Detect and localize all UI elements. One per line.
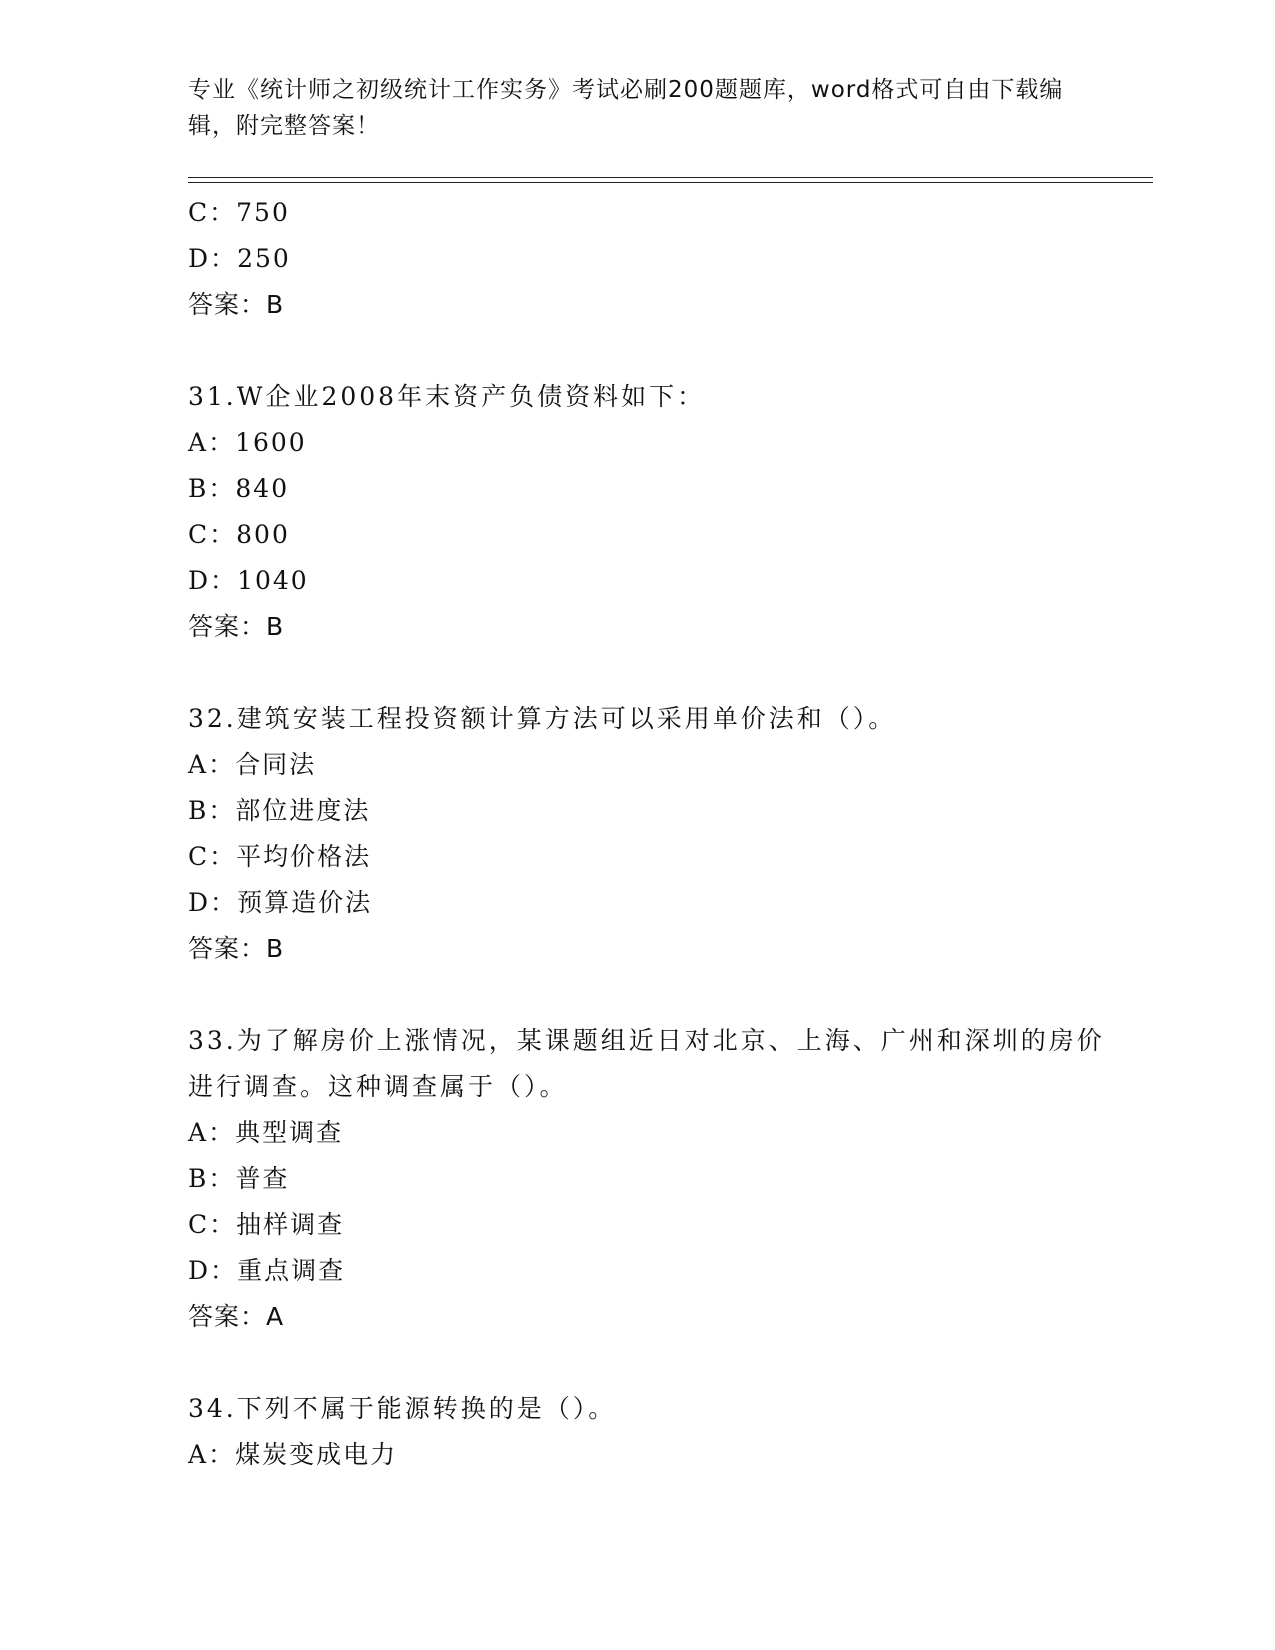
option-text: 800 — [236, 520, 290, 549]
header-divider-top — [188, 177, 1153, 178]
option-line — [188, 1202, 1108, 1248]
option-separator: ： — [208, 428, 236, 457]
option-separator: ： — [209, 198, 237, 227]
option-text: 普查 — [235, 1164, 290, 1193]
option-text: 抽样调查 — [236, 1210, 345, 1239]
option-separator: ： — [208, 1164, 236, 1193]
option-separator: ： — [210, 1256, 238, 1285]
option-line — [188, 880, 1108, 926]
option-line — [188, 466, 1108, 512]
option-line — [188, 420, 1108, 466]
option-letter: D — [188, 566, 211, 595]
option-letter: C — [188, 1210, 210, 1239]
option-text: 1600 — [235, 428, 307, 457]
option-letter: A — [188, 1118, 209, 1147]
option-separator: ： — [208, 796, 236, 825]
question-list — [188, 190, 1108, 1478]
option-line — [188, 1156, 1108, 1202]
option-text: 750 — [236, 198, 290, 227]
spacer — [188, 1340, 1108, 1386]
spacer — [188, 328, 1108, 374]
option-text: 840 — [235, 474, 290, 503]
previous-question-tail — [188, 190, 1108, 328]
question-stem: 33.为了解房价上涨情况，某课题组近日对北京、上海、广州和深圳的房价进行调查。这种调查属于（）。 — [188, 1026, 1105, 1101]
option-separator: ： — [208, 1440, 236, 1469]
option-letter: B — [188, 474, 209, 503]
option-letter: B — [188, 1164, 209, 1193]
option-separator: ： — [210, 566, 238, 595]
option-line — [188, 1110, 1108, 1156]
option-letter: C — [188, 198, 210, 227]
option-line — [188, 558, 1108, 604]
question-block — [188, 1018, 1108, 1340]
document-header: 专业《统计师之初级统计工作实务》考试必刷200题题库，word格式可自由下载编辑，附完整答案！ — [188, 77, 1064, 139]
option-letter: B — [188, 796, 209, 825]
option-text: 平均价格法 — [236, 842, 372, 871]
question-stem: 32.建筑安装工程投资额计算方法可以采用单价法和（）。 — [188, 704, 897, 733]
option-line — [188, 834, 1108, 880]
question-stem: 34.下列不属于能源转换的是（）。 — [188, 1394, 617, 1423]
option-text: 重点调查 — [237, 1256, 346, 1285]
question-block — [188, 696, 1108, 972]
answer-line: 答案：B — [188, 934, 285, 963]
option-separator: ： — [208, 474, 236, 503]
option-separator: ： — [208, 750, 236, 779]
option-line — [188, 742, 1108, 788]
option-text: 1040 — [237, 566, 309, 595]
option-text: 煤炭变成电力 — [235, 1440, 398, 1469]
question-stem: 31.W企业2008年末资产负债资料如下： — [188, 382, 706, 411]
option-line — [188, 1432, 1108, 1478]
option-separator: ： — [210, 888, 238, 917]
option-letter: A — [188, 750, 209, 779]
option-letter: D — [188, 888, 211, 917]
option-letter: D — [188, 244, 211, 273]
option-separator: ： — [209, 842, 237, 871]
option-text: 预算造价法 — [237, 888, 373, 917]
spacer — [188, 650, 1108, 696]
header-divider-bottom — [188, 182, 1153, 183]
option-line — [188, 1248, 1108, 1294]
option-text: 部位进度法 — [235, 796, 371, 825]
option-line — [188, 512, 1108, 558]
answer-line: 答案：A — [188, 1302, 285, 1331]
question-block — [188, 1386, 1108, 1478]
spacer — [188, 972, 1108, 1018]
option-line — [188, 190, 1108, 236]
option-letter: C — [188, 842, 210, 871]
option-separator: ： — [209, 1210, 237, 1239]
option-letter: C — [188, 520, 210, 549]
question-block — [188, 374, 1108, 650]
option-separator: ： — [208, 1118, 236, 1147]
option-separator: ： — [210, 244, 238, 273]
answer-line: 答案：B — [188, 612, 285, 641]
option-text: 250 — [237, 244, 291, 273]
option-letter: A — [188, 428, 209, 457]
answer-line: 答案：B — [188, 290, 285, 319]
option-text: 典型调查 — [235, 1118, 344, 1147]
option-line — [188, 236, 1108, 282]
option-separator: ： — [209, 520, 237, 549]
option-line — [188, 788, 1108, 834]
option-letter: A — [188, 1440, 209, 1469]
option-text: 合同法 — [235, 750, 317, 779]
option-letter: D — [188, 1256, 211, 1285]
